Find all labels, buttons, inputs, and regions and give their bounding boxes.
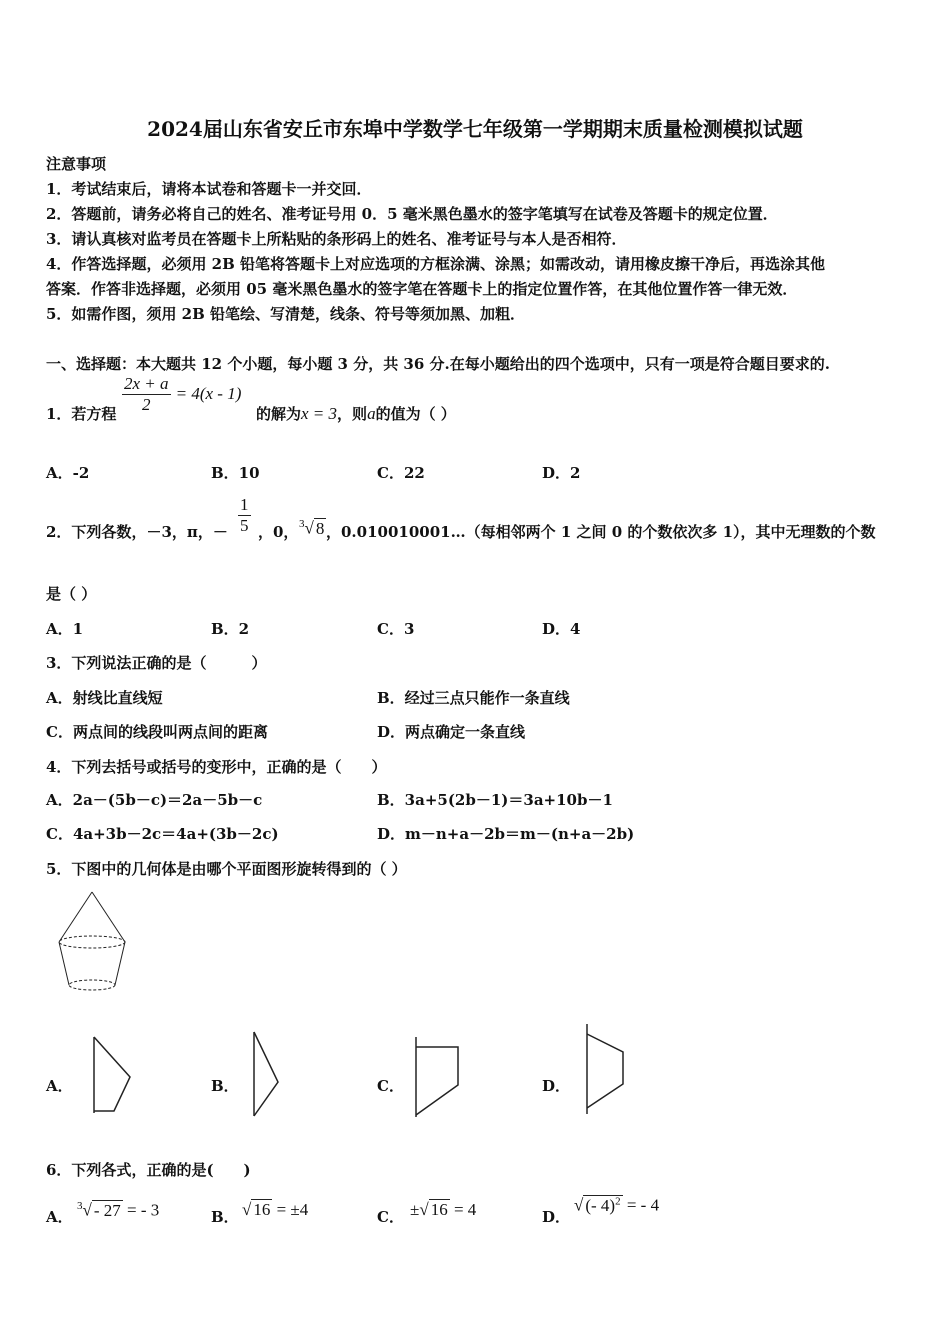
q2-mid: ，0， bbox=[258, 523, 299, 541]
notice-item: 1．考试结束后，请将本试卷和答题卡一并交回． bbox=[46, 180, 372, 198]
q5-option-c[interactable]: C． bbox=[377, 1077, 404, 1095]
q2-cont: 是（ ） bbox=[46, 585, 97, 603]
q4-stem: 4．下列去括号或括号的变形中，正确的是（ ） bbox=[46, 758, 387, 776]
q1-option-b[interactable]: B．10 bbox=[211, 464, 260, 482]
q4-option-c[interactable]: C．4a+3b－2c＝4a+(3b－2c) bbox=[46, 825, 279, 843]
notice-item: 5．如需作图，须用 2B 铅笔绘、写清楚，线条、符号等须加黑、加粗． bbox=[46, 305, 525, 323]
notice-item: 答案．作答非选择题，必须用 05 毫米黑色墨水的签字笔在答题卡上的指定位置作答，在其他位置作答一律无效． bbox=[46, 280, 798, 298]
notice-item: 4．作答选择题，必须用 2B 铅笔将答题卡上对应选项的方框涂满、涂黑；如需改动，请用橡皮擦干净后，再选涂其他 bbox=[46, 255, 826, 273]
q6-option-c[interactable]: C． bbox=[377, 1208, 404, 1226]
q4-option-a[interactable]: A．2a－(5b－c)＝2a－5b－c bbox=[46, 791, 263, 809]
q2-fraction: $\frac{1}{5}$ bbox=[240, 495, 249, 535]
q5-option-d[interactable]: D． bbox=[542, 1077, 571, 1095]
section-heading: 一、选择题：本大题共 12 个小题，每小题 3 分，共 36 分.在每小题给出的四个选项中，只有一项是符合题目要求的. bbox=[46, 355, 830, 373]
q4-option-d[interactable]: D．m－n+a－2b＝m－(n+a－2b) bbox=[377, 825, 635, 843]
q2-suffix: ，0.010010001…（每相邻两个 1 之间 0 的个数依次多 1），其中无理数的个数 bbox=[326, 523, 876, 541]
q1-option-c[interactable]: C．22 bbox=[377, 464, 425, 482]
notice-item: 2．答题前，请务必将自己的姓名、准考证号用 0．5 毫米黑色墨水的签字笔填写在试卷及答题卡的规定位置． bbox=[46, 205, 778, 223]
page-title: 2024届山东省安丘市东埠中学数学七年级第一学期期末质量检测模拟试题 bbox=[147, 117, 803, 141]
q5-shape-c[interactable] bbox=[412, 1035, 472, 1120]
q1-mid: 的解为x = 3，则a的值为（ ） bbox=[256, 404, 456, 423]
q6-option-d[interactable]: D． bbox=[542, 1208, 571, 1226]
q3-option-c[interactable]: C．两点间的线段叫两点间的距离 bbox=[46, 723, 268, 741]
q3-option-b[interactable]: B．经过三点只能作一条直线 bbox=[377, 689, 570, 707]
q5-option-b[interactable]: B． bbox=[211, 1077, 239, 1095]
q2-option-a[interactable]: A．1 bbox=[46, 620, 84, 638]
q6-expr-d[interactable]: √ (- 4)$^2$ = - 4 bbox=[574, 1195, 660, 1215]
q6-stem: 6．下列各式，正确的是( ) bbox=[46, 1161, 251, 1179]
q6-option-b[interactable]: B． bbox=[211, 1208, 239, 1226]
notice-heading: 注意事项 bbox=[46, 155, 107, 173]
q5-stem: 5．下图中的几何体是由哪个平面图形旋转得到的（ ） bbox=[46, 860, 407, 878]
q6-option-a[interactable]: A． bbox=[46, 1208, 73, 1226]
q5-shape-d[interactable] bbox=[583, 1022, 633, 1117]
q5-option-a[interactable]: A． bbox=[46, 1077, 73, 1095]
q1-prefix: 1．若方程 bbox=[46, 405, 117, 423]
q1-option-d[interactable]: D．2 bbox=[542, 464, 581, 482]
q1-option-a[interactable]: A．-2 bbox=[46, 464, 90, 482]
q5-solid-figure bbox=[55, 890, 135, 1000]
q2-option-d[interactable]: D．4 bbox=[542, 620, 581, 638]
q2-option-c[interactable]: C．3 bbox=[377, 620, 415, 638]
q5-shape-a[interactable] bbox=[90, 1035, 140, 1115]
q6-expr-a[interactable]: $^3$√ - 27 = - 3 bbox=[77, 1200, 160, 1220]
q6-expr-b[interactable]: √ 16 = ±4 bbox=[242, 1200, 309, 1219]
q3-option-a[interactable]: A．射线比直线短 bbox=[46, 689, 163, 707]
q1-equation: $\frac{2x + a}{2}$ = 4(x - 1) bbox=[124, 374, 242, 414]
q2-cube-root: $^3$√ 8 bbox=[299, 518, 325, 538]
q1-fraction: $\frac{2x + a}{2}$ bbox=[124, 374, 169, 414]
q5-shape-b[interactable] bbox=[250, 1030, 290, 1120]
notice-item: 3．请认真核对监考员在答题卡上所粘贴的条形码上的姓名、准考证号与本人是否相符． bbox=[46, 230, 627, 248]
q2-prefix: 2．下列各数，－3，π，－ bbox=[46, 523, 228, 541]
q4-option-b[interactable]: B．3a+5(2b－1)＝3a+10b－1 bbox=[377, 791, 613, 809]
q3-option-d[interactable]: D．两点确定一条直线 bbox=[377, 723, 526, 741]
q6-expr-c[interactable]: ±√ 16 = 4 bbox=[410, 1200, 477, 1219]
q3-stem: 3．下列说法正确的是（ ） bbox=[46, 654, 267, 672]
q2-option-b[interactable]: B．2 bbox=[211, 620, 250, 638]
